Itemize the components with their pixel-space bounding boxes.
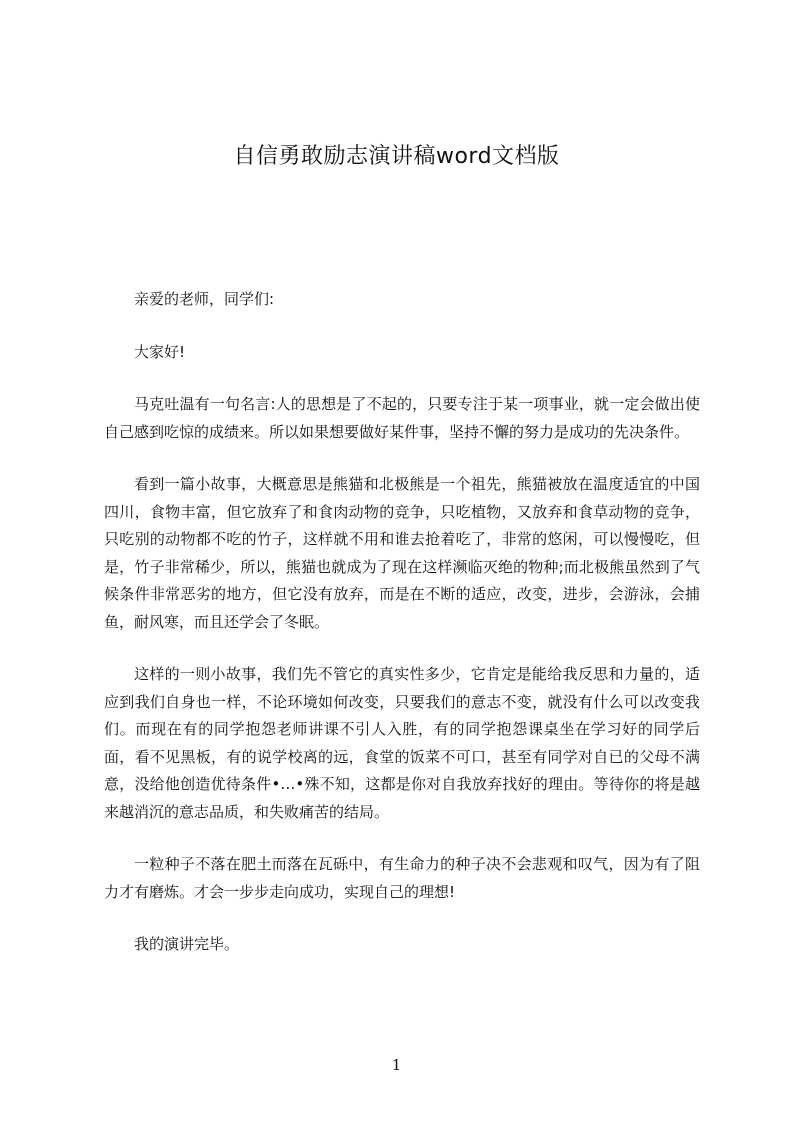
document-title: 自信勇敢励志演讲稿word文档版 bbox=[233, 144, 560, 169]
salutation-paragraph: 大家好! bbox=[134, 342, 186, 361]
greeting-paragraph: 亲爱的老师，同学们: bbox=[134, 290, 275, 308]
body-paragraph: 这样的一则小故事，我们先不管它的真实性多少，它肯定是能给我反思和力量的，适应到我们自身也一样，不论环境如何改变，只要我们的意志不变，就没有什么可以改变我们。而现在有的同学抱怨老师讲课不引人入胜，有的同学抱怨课桌坐在学习好的同学后面，看不见黑板，有的说学校离的远，食堂的饭菜不可口，甚至有同学对自已的父母不满意，没给他创造优待条件•…•殊不知，这都是你对自我放弃找好的理由。等待你的将是越来越消沉的意志品质，和失败痛苦的结局。 bbox=[104, 665, 700, 821]
body-paragraph: 一粒种子不落在肥土而落在瓦砾中，有生命力的种子决不会悲观和叹气，因为有了阻力才有磨炼。才会一步步走向成功，实现自己的理想! bbox=[104, 855, 700, 901]
document-body bbox=[104, 286, 700, 984]
body-paragraph: 马克吐温有一句名言:人的思想是了不起的，只要专注于某一项事业，就一定会做出使自己感到吃惊的成绩来。所以如果想要做好某件事，坚持不懈的努力是成功的先决条件。 bbox=[104, 395, 700, 441]
closing-paragraph: 我的演讲完毕。 bbox=[134, 935, 240, 953]
page-number: 1 bbox=[391, 1056, 402, 1074]
body-paragraph: 看到一篇小故事，大概意思是熊猫和北极熊是一个祖先，熊猫被放在温度适宜的中国四川，食物丰富，但它放弃了和食肉动物的竞争，只吃植物，又放弃和食草动物的竞争，只吃别的动物都不吃的竹子，这样就不用和谁去抢着吃了，非常的悠闲，可以慢慢吃，但是，竹子非常稀少，所以，熊猫也就成为了现在这样濒临灭绝的物种;而北极熊虽然到了气候条件非常恶劣的地方，但它没有放弃，而是在不断的适应，改变，进步，会游泳，会捕鱼，耐风寒，而且还学会了冬眠。 bbox=[104, 475, 700, 631]
